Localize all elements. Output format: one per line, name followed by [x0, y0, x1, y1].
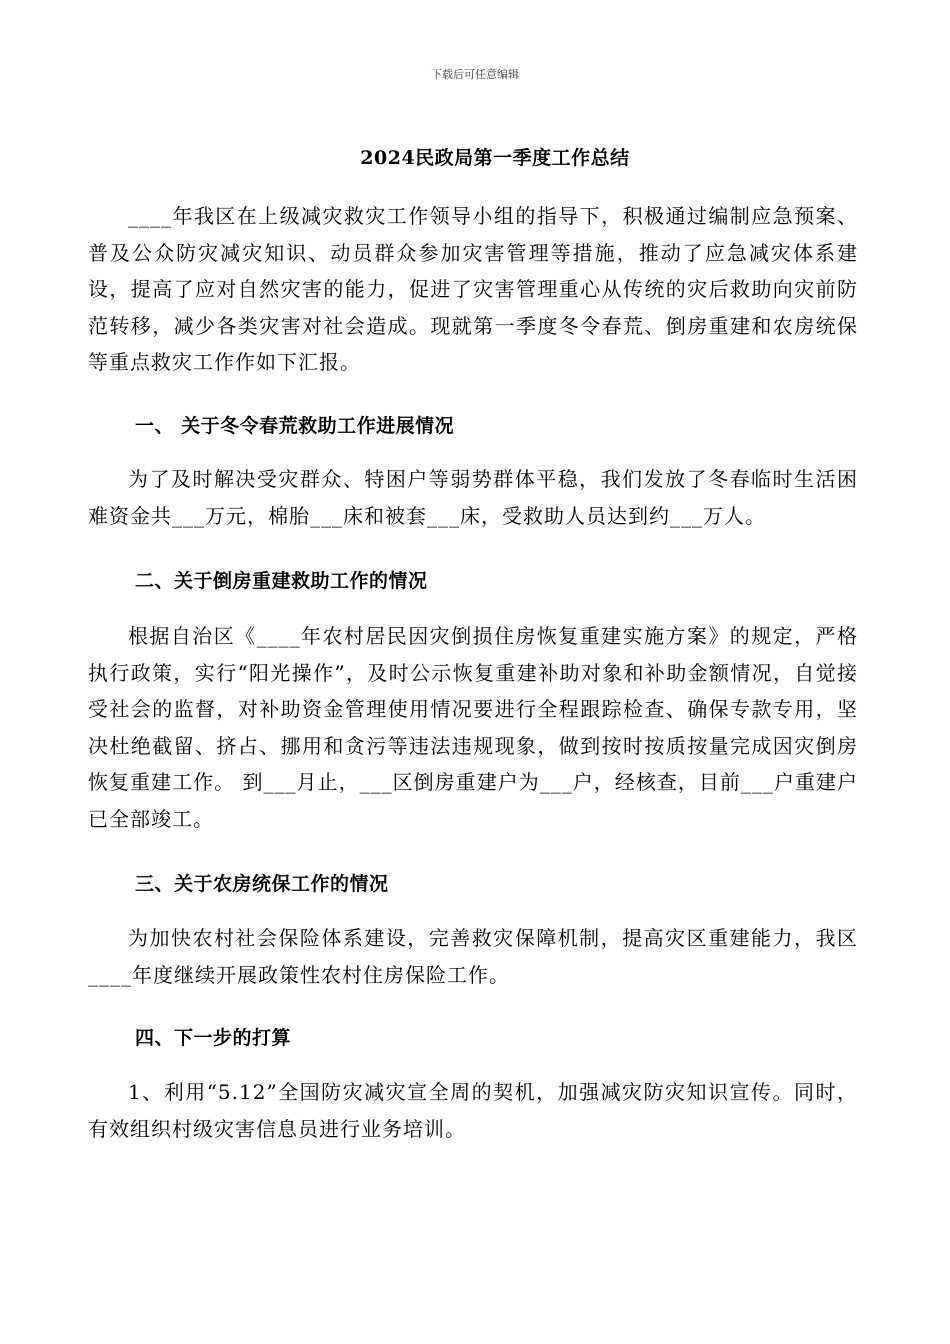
- section-body-2: 根据自治区《____年农村居民因灾倒损住房恢复重建实施方案》的规定，严格执行政策，实行“阳光操作”，及时公示恢复重建补助对象和补助金额情况，自觉接受社会的监督，对补助资金管理使用情况要进行全程跟踪检查、确保专款专用，坚决杜绝截留、挤占、挪用和贪污等违法违规现象，做到按时按质按量完成因灾倒房恢复重建工作。 到___月止，___区倒房重建户为___户，经核查，目前___户重建户已全部竣工。: [88, 624, 858, 831]
- section-heading-3: 三、关于农房统保工作的情况: [135, 873, 389, 895]
- header-note: 下载后可任意编辑: [431, 68, 519, 81]
- document-title: 2024民政局第一季度工作总结: [360, 147, 630, 169]
- section-body-3: 为加快农村社会保险体系建设，完善救灾保障机制，提高灾区重建能力，我区____年度继续开展政策性农村住房保险工作。: [88, 926, 858, 987]
- section-body-4: 1、利用“5.12”全国防灾减灾宣全周的契机，加强减灾防灾知识宣传。同时，有效组织村级灾害信息员进行业务培训。: [88, 1080, 858, 1141]
- section-heading-2: 二、关于倒房重建救助工作的情况: [135, 570, 428, 592]
- section-heading-1: 一、 关于冬令春荒救助工作进展情况: [135, 415, 455, 437]
- intro-paragraph: ____年我区在上级减灾救灾工作领导小组的指导下，积极通过编制应急预案、普及公众防灾减灾知识、动员群众参加灾害管理等措施，推动了应急减灾体系建设，提高了应对自然灾害的能力，促进了灾害管理重心从传统的灾后救助向灾前防范转移，减少各类灾害对社会造成。现就第一季度冬令春荒、倒房重建和农房统保等重点救灾工作作如下汇报。: [88, 204, 858, 374]
- section-heading-4: 四、下一步的打算: [135, 1027, 292, 1049]
- section-body-1: 为了及时解决受灾群众、特困户等弱势群体平稳，我们发放了冬春临时生活困难资金共___万元，棉胎___床和被套___床，受救助人员达到约___万人。: [88, 467, 858, 528]
